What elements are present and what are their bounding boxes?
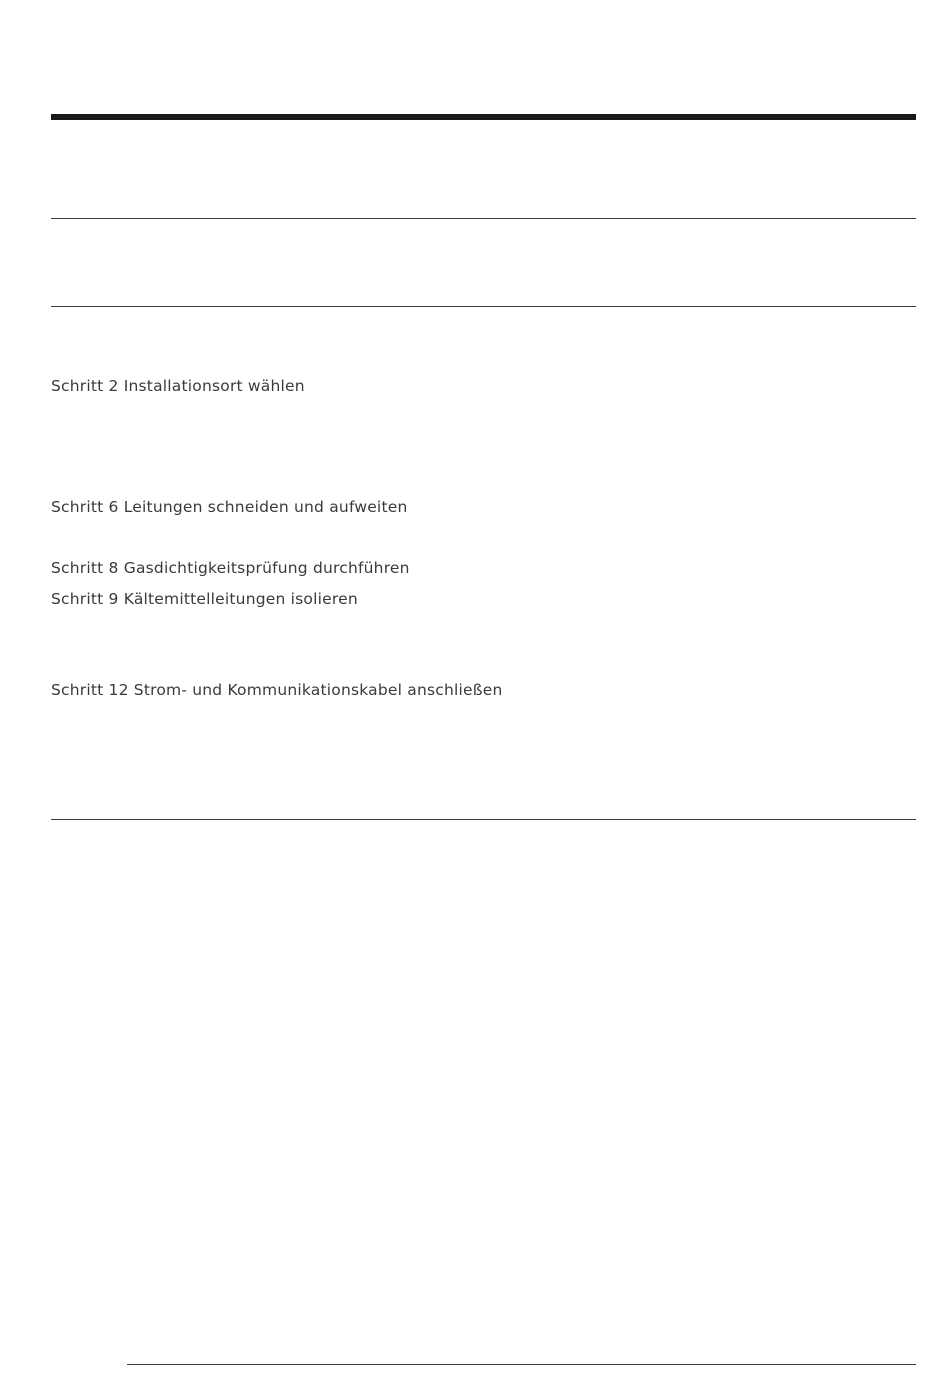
toc-entry-step-6: Schritt 6 Leitungen schneiden und aufweiten xyxy=(51,498,408,516)
section-divider-2 xyxy=(51,306,916,307)
toc-entry-step-9: Schritt 9 Kältemittelleitungen isolieren xyxy=(51,590,358,608)
section-divider-1 xyxy=(51,218,916,219)
section-divider-3 xyxy=(51,819,916,820)
toc-entry-step-12: Schritt 12 Strom- und Kommunikationskabel anschließen xyxy=(51,681,503,699)
header-thick-rule xyxy=(51,114,916,120)
toc-entry-step-8: Schritt 8 Gasdichtigkeitsprüfung durchführen xyxy=(51,559,410,577)
toc-entry-step-2: Schritt 2 Installationsort wählen xyxy=(51,377,305,395)
footer-rule xyxy=(127,1364,916,1365)
